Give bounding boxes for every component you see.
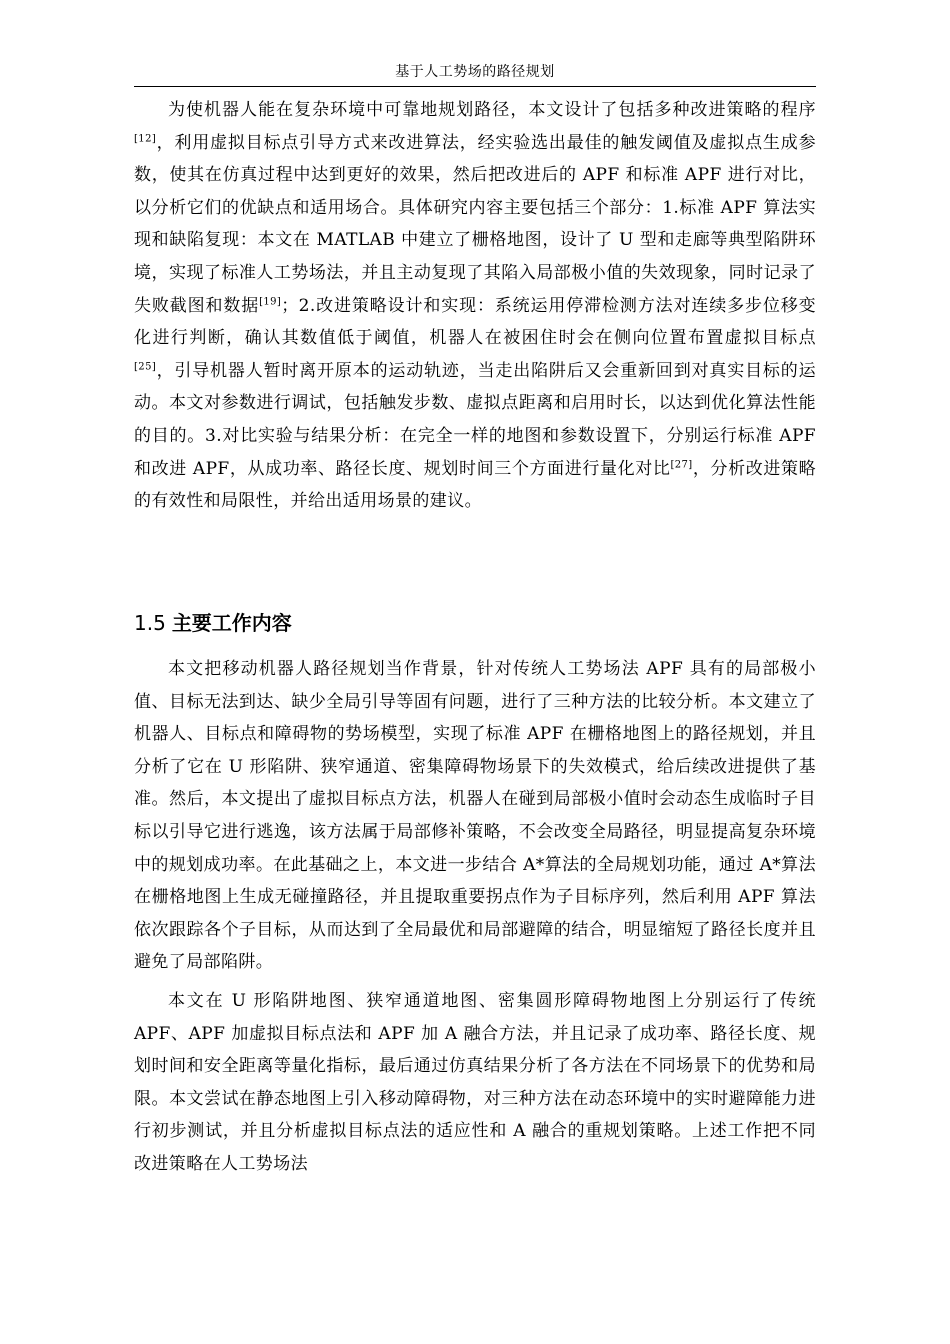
intro-text-1: 为使机器人能在复杂环境中可靠地规划路径，本文设计了包括多种改进策略的程序: [168, 100, 816, 120]
section-paragraph-2: 本文在 U 形陷阱地图、狭窄通道地图、密集圆形障碍物地图上分别运行了传统 APF、APF 加虚拟目标点法和 APF 加 A 融合方法，并且记录了成功率、路径长度、规划时间和安全距离等量化指标，最后通过仿真结果分析了各方法在不同场景下的优势和局限。本文尝试在静态地图上引入移动障碍物，对三种方法在动态环境中的实时避障能力进行初步测试，并且分析虚拟目标点法的适应性和 A 融合的重规划策略。上述工作把不同改进策略在人工势场法: [134, 990, 816, 1174]
citation-19: [19]: [259, 295, 282, 307]
intro-text-5: ，分析改进策略的有效性和局限性，并给出适用场景的建议。: [134, 458, 816, 512]
intro-block: [134, 94, 816, 518]
header-rule: [134, 86, 816, 87]
section-paragraph-1: 本文把移动机器人路径规划当作背景，针对传统人工势场法 APF 具有的局部极小值、目标无法到达、缺少全局引导等固有问题，进行了三种方法的比较分析。本文建立了机器人、目标点和障碍物的势场模型，实现了标准 APF 在栅格地图上的路径规划，并且分析了它在 U 形陷阱、狭窄通道、密集障碍物场景下的失效模式，给后续改进提供了基准。然后，本文提出了虚拟目标点方法，机器人在碰到局部极小值时会动态生成临时子目标以引导它进行逃逸，该方法属于局部修补策略，不会改变全局路径，明显提高复杂环境中的规划成功率。在此基础之上，本文进一步结合 A*算法的全局规划功能，通过 A*算法在栅格地图上生成无碰撞路径，并且提取重要拐点作为子目标序列，然后利用 APF 算法依次跟踪各个子目标，从而达到了全局最优和局部避障的结合，明显缩短了路径长度并且避免了局部陷阱。: [134, 659, 816, 973]
intro-text-2: ，利用虚拟目标点引导方式来改进算法，经实验选出最佳的触发阈值及虚拟点生成参数，使其在仿真过程中达到更好的效果，然后把改进后的 APF 和标准 APF 进行对比，以分析它们的优缺点和适用场合。具体研究内容主要包括三个部分：1.标准 APF 算法实现和缺陷复现：本文在 MATLAB 中建立了栅格地图，设计了 U 型和走廊等典型陷阱环境，实现了标准人工势场法，并且主动复现了其陷入局部极小值的失效现象，同时记录了失败截图和数据: [134, 132, 816, 316]
section-heading: [134, 606, 292, 640]
section-title: 主要工作内容: [171, 611, 292, 635]
citation-12: [12]: [134, 132, 157, 144]
citation-25: [25]: [134, 361, 157, 373]
section-number: 1.5: [134, 611, 166, 635]
citation-27: [27]: [670, 458, 693, 470]
intro-paragraph: [134, 94, 816, 518]
running-header: 基于人工势场的路径规划: [395, 64, 555, 80]
intro-text-3: ；2.改进策略设计和实现：系统运用停滞检测方法对连续多步位移变化进行判断，确认其数值低于阈值，机器人在被困住时会在侧向位置布置虚拟目标点: [134, 295, 816, 349]
intro-text-4: ，引导机器人暂时离开原本的运动轨迹，当走出陷阱后又会重新回到对真实目标的运动。本文对参数进行调试，包括触发步数、虚拟点距离和启用时长，以达到优化算法性能的目的。3.对比实验与结果分析：在完全一样的地图和参数设置下，分别运行标准 APF 和改进 APF，从成功率、路径长度、规划时间三个方面进行量化对比: [134, 360, 816, 479]
section-body: [134, 653, 816, 1181]
